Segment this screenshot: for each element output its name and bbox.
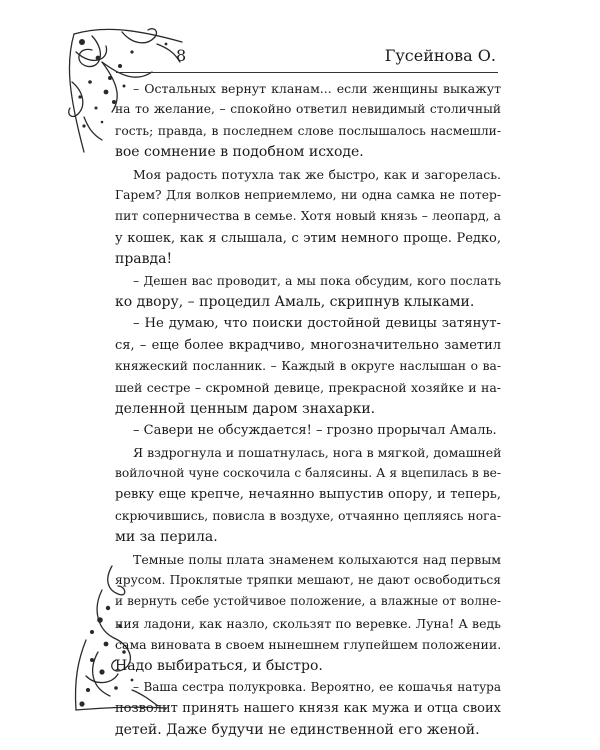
text-line: войлочной чуне соскочила с балясины. А я вцепилась в ве-: [115, 466, 501, 481]
paragraph: [115, 164, 501, 271]
text-line: гость; правда, в последнем слове послышалось насмешли-: [115, 123, 501, 138]
text-line: у кошек, как я слышала, с этим немного проще. Редко,: [115, 230, 501, 246]
text-line: пит соперничества в семье. Хотя новый князь – леопард, а: [115, 209, 501, 224]
paragraph: [115, 313, 501, 420]
text-line: деленной ценным даром знахарки.: [115, 400, 376, 417]
text-line: Надо выбираться, и быстро.: [115, 657, 323, 674]
text-line: детей. Даже будучи не единственной его женой.: [115, 721, 480, 738]
text-line: ко двору, – процедил Амаль, скрипнув клыками.: [115, 293, 475, 310]
body-text: [115, 78, 501, 741]
text-line: на то желание, – спокойно ответил невидимый столичный: [115, 102, 501, 117]
text-line: ми за перила.: [115, 529, 218, 546]
text-line: ярусом. Проклятые тряпки мешают, не дают освободиться: [115, 572, 501, 587]
text-line: Темные полы плата знаменем колыхаются над первым: [133, 551, 501, 567]
text-line: княжеский посланник. – Каждый в округе наслышан о ва-: [115, 359, 501, 374]
text-line: ся, – еще более вкрадчиво, многозначительно заметил: [115, 337, 501, 353]
text-line: – Остальных вернут кланам... если женщины выкажут: [133, 81, 501, 96]
text-line: позволит принять нашего князя как мужа и отца своих: [115, 701, 501, 717]
text-line: Я вздрогнула и пошатнулась, нога в мягкой, домашней: [133, 444, 502, 460]
header-rule: [116, 72, 498, 73]
text-line: – Савери не обсуждается! – грозно прорычал Амаль.: [133, 423, 497, 439]
text-line: Гарем? Для волков неприемлемо, ни одна самка не потер-: [115, 187, 501, 202]
text-line: сама виновата в своем нынешнем глупейшем положении.: [115, 637, 502, 653]
text-line: и вернуть себе устойчивое положение, а влажные от волне-: [115, 594, 501, 609]
text-line: вое сомнение в подобном исходе.: [115, 144, 364, 161]
text-line: скрючившись, повисла в воздухе, отчаянно цепляясь нога-: [115, 508, 501, 523]
text-line: – Дешен вас проводит, а мы пока обсудим, кого послать: [133, 273, 501, 288]
text-line: – Не думаю, что поиски достойной девицы затянут-: [133, 316, 501, 332]
paragraph: [115, 420, 501, 441]
text-line: шей сестре – скромной девице, прекрасной хозяйке и на-: [115, 380, 501, 396]
text-line: ревку еще крепче, нечаянно выпустив опору, и теперь,: [115, 487, 501, 503]
text-line: правда!: [115, 251, 173, 268]
paragraph: [115, 271, 501, 314]
paragraph: [115, 677, 501, 741]
text-line: Моя радость потухла так же быстро, как и загорелась.: [133, 166, 501, 182]
text-line: ния ладони, как назло, скользят по веревке. Луна! А ведь: [115, 615, 501, 631]
page-number: 8: [176, 46, 187, 65]
running-title: Гусейнова О.: [384, 46, 496, 65]
paragraph: [115, 442, 501, 549]
paragraph: [115, 78, 501, 164]
text-line: – Ваша сестра полукровка. Вероятно, ее кошачья натура: [133, 679, 501, 694]
page-header: [116, 46, 496, 70]
paragraph: [115, 549, 501, 677]
